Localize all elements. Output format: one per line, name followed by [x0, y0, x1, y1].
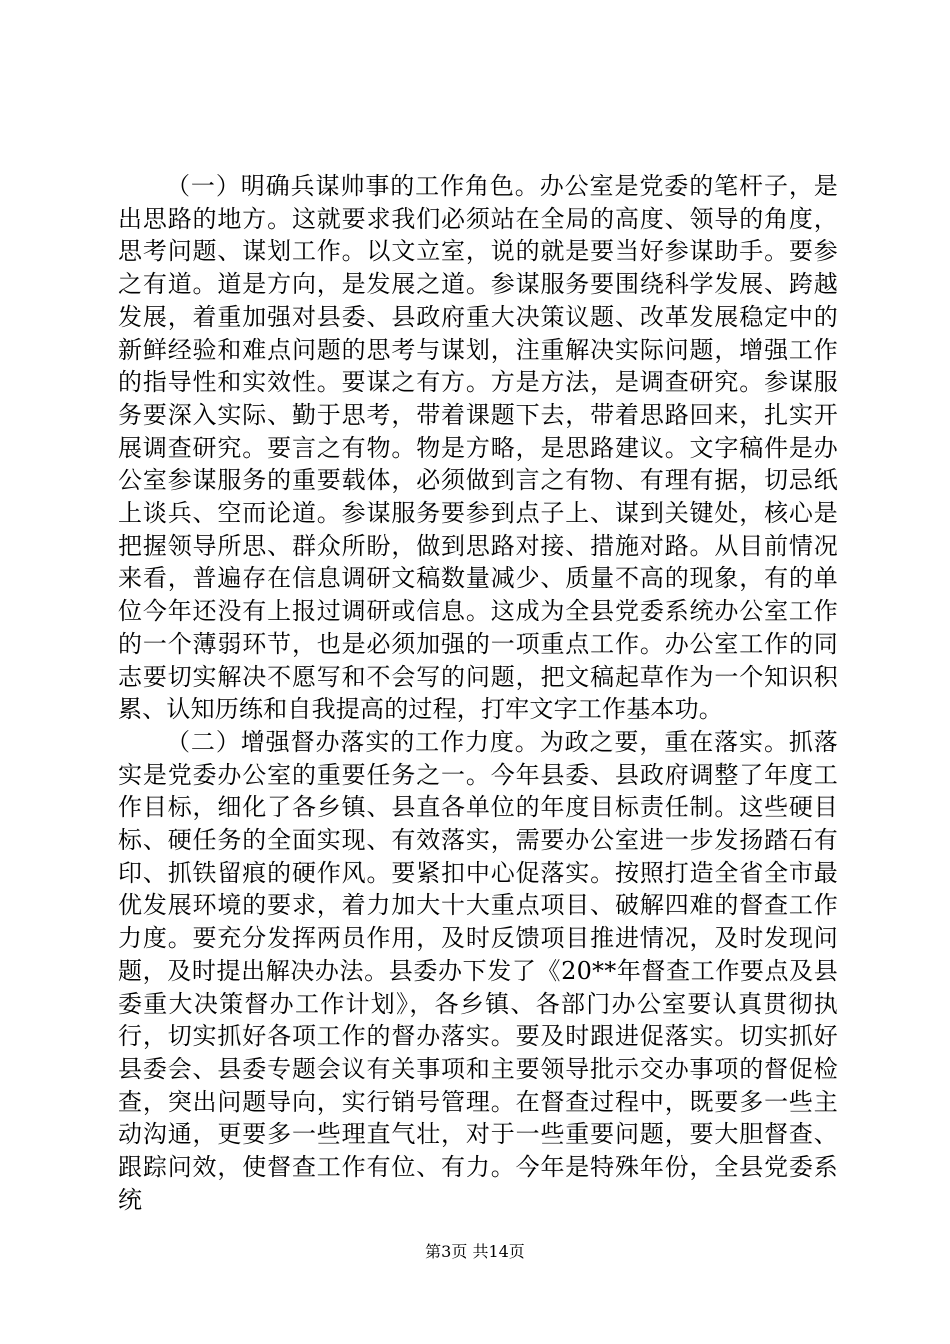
document-body: [118, 170, 838, 1217]
paragraph-2: （二）增强督办落实的工作力度。为政之要，重在落实。抓落实是党委办公室的重要任务之一。今年县委、县政府调整了年度工作目标，细化了各乡镇、县直各单位的年度目标责任制。这些硬目标、硬任务的全面实现、有效落实，需要办公室进一步发扬踏石有印、抓铁留痕的硬作风。要紧扣中心促落实。按照打造全省全市最优发展环境的要求，着力加大十大重点项目、破解四难的督查工作力度。要充分发挥两员作用，及时反馈项目推进情况，及时发现问题，及时提出解决办法。县委办下发了《20**年督查工作要点及县委重大决策督办工作计划》，各乡镇、各部门办公室要认真贯彻执行，切实抓好各项工作的督办落实。要及时跟进促落实。切实抓好县委会、县委专题会议有关事项和主要领导批示交办事项的督促检查，突出问题导向，实行销号管理。在督查过程中，既要多一些主动沟通，更要多一些理直气壮，对于一些重要问题，要大胆督查、跟踪问效，使督查工作有位、有力。今年是特殊年份，全县党委系统: [118, 727, 838, 1214]
paragraph-1: （一）明确兵谋帅事的工作角色。办公室是党委的笔杆子，是出思路的地方。这就要求我们必须站在全局的高度、领导的角度，思考问题、谋划工作。以文立室，说的就是要当好参谋助手。要参之有道。道是方向，是发展之道。参谋服务要围绕科学发展、跨越发展，着重加强对县委、县政府重大决策议题、改革发展稳定中的新鲜经验和难点问题的思考与谋划，注重解决实际问题，增强工作的指导性和实效性。要谋之有方。方是方法，是调查研究。参谋服务要深入实际、勤于思考，带着课题下去，带着思路回来，扎实开展调查研究。要言之有物。物是方略，是思路建议。文字稿件是办公室参谋服务的重要载体，必须做到言之有物、有理有据，切忌纸上谈兵、空而论道。参谋服务要参到点子上、谋到关键处，核心是把握领导所思、群众所盼，做到思路对接、措施对路。从目前情况来看，普遍存在信息调研文稿数量减少、质量不高的现象，有的单位今年还没有上报过调研或信息。这成为全县党委系统办公室工作的一个薄弱环节，也是必须加强的一项重点工作。办公室工作的同志要切实解决不愿写和不会写的问题，把文稿起草作为一个知识积累、认知历练和自我提高的过程，打牢文字工作基本功。: [118, 172, 838, 724]
page-footer: 第3页 共14页: [425, 1242, 525, 1261]
